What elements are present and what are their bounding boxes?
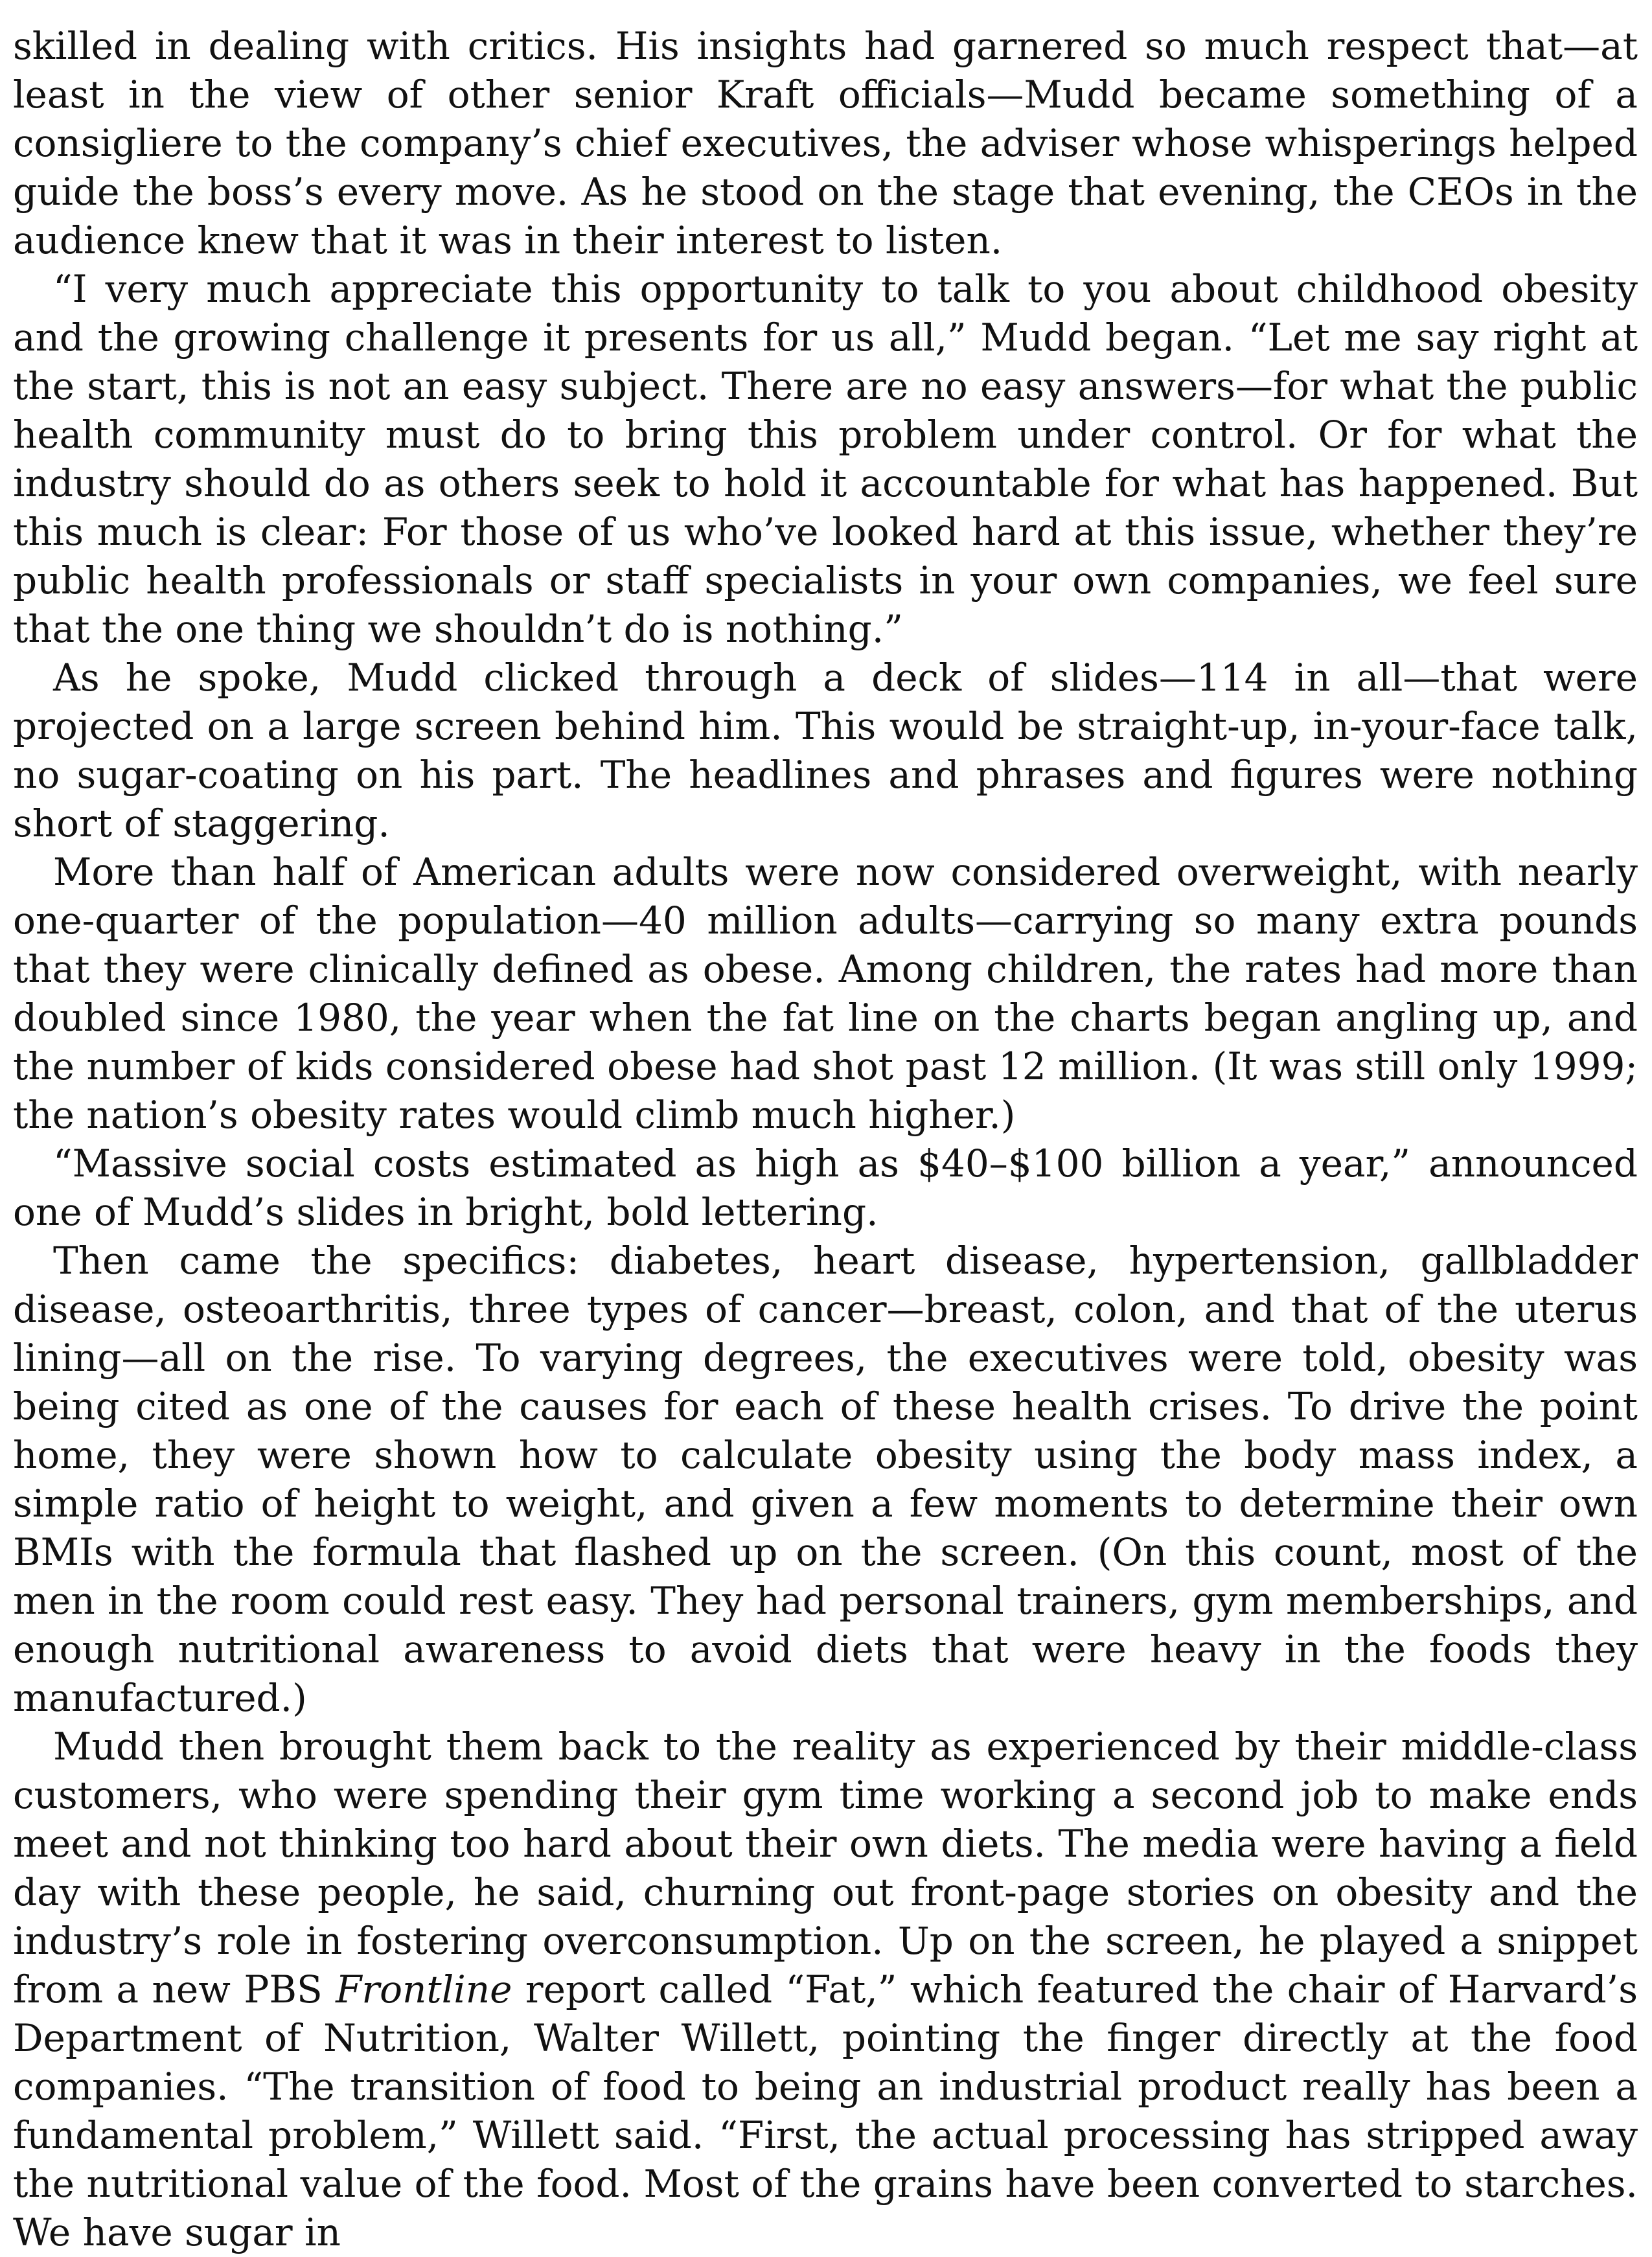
paragraph-4: More than half of American adults were now considered overweight, with nearly one-quarter of the population—40 million adults—carrying so many extra pounds that they were clinically defined as obese. Among children, the rates had more than doubled since 1980, the year when the fat line on the charts began angling up, and the number of kids considered obese had shot past 12 million. (It was still only 1999; the nation’s obesity rates would climb much higher.)	[13, 850, 1638, 1137]
paragraph-7-text-end: report called “Fat,” which featured the chair of Harvard’s Department of Nutrition, Walter Willett, pointing the finger directly at the food companies. “The transition of food to being an industrial product really has been a fundamental problem,” Willett said. “First, the actual processing has stripped away the nutritional value of the food. Most of the grains have been converted to starches. We have sugar in	[13, 1967, 1638, 2254]
paragraph-6: Then came the specifics: diabetes, heart disease, hypertension, gallbladder disease, osteoarthritis, three types of cancer—breast, colon, and that of the uterus lining—all on the rise. To varying degrees, the executives were told, obesity was being cited as one of the causes for each of these health crises. To drive the point home, they were shown how to calculate obesity using the body mass index, a simple ratio of height to weight, and given a few moments to determine their own BMIs with the formula that flashed up on the screen. (On this count, most of the men in the room could rest easy. They had personal trainers, gym memberships, and enough nutritional awareness to avoid diets that were heavy in the foods they manufactured.)	[13, 1239, 1638, 1720]
paragraph-3: As he spoke, Mudd clicked through a deck of slides—114 in all—that were projected on a large screen behind him. This would be straight-up, in-your-face talk, no sugar-coating on his part. The headlines and phrases and figures were nothing short of staggering.	[13, 656, 1638, 845]
paragraph-7	[13, 1723, 1638, 2257]
paragraph-5: “Massive social costs estimated as high as $40–$100 billion a year,” announced one of Mudd’s slides in bright, bold lettering.	[13, 1141, 1638, 1234]
paragraph-1: skilled in dealing with critics. His insights had garnered so much respect that—at least in the view of other senior Kraft officials—Mudd became something of a consigliere to the company’s chief executives, the adviser whose whisperings helped guide the boss’s every move. As he stood on the stage that evening, the CEOs in the audience knew that it was in their interest to listen.	[13, 24, 1638, 262]
frontline-title: Frontline	[336, 1967, 512, 2011]
paragraph-7-text-start: Mudd then brought them back to the reality as experienced by their middle-class customers, who were spending their gym time working a second job to make ends meet and not thinking too hard about their own diets. The media were having a field day with these people, he said, churning out front-page stories on obesity and the industry’s role in fostering overconsumption. Up on the screen, he played a snippet from a new PBS	[13, 1724, 1638, 2011]
paragraph-2: “I very much appreciate this opportunity to talk to you about childhood obesity and the growing challenge it presents for us all,” Mudd began. “Let me say right at the start, this is not an easy subject. There are no easy answers—for what the public health community must do to bring this problem under control. Or for what the industry should do as others seek to hold it accountable for what has happened. But this much is clear: For those of us who’ve looked hard at this issue, whether they’re public health professionals or staff specialists in your own companies, we feel sure that the one thing we shouldn’t do is nothing.”	[13, 267, 1638, 651]
